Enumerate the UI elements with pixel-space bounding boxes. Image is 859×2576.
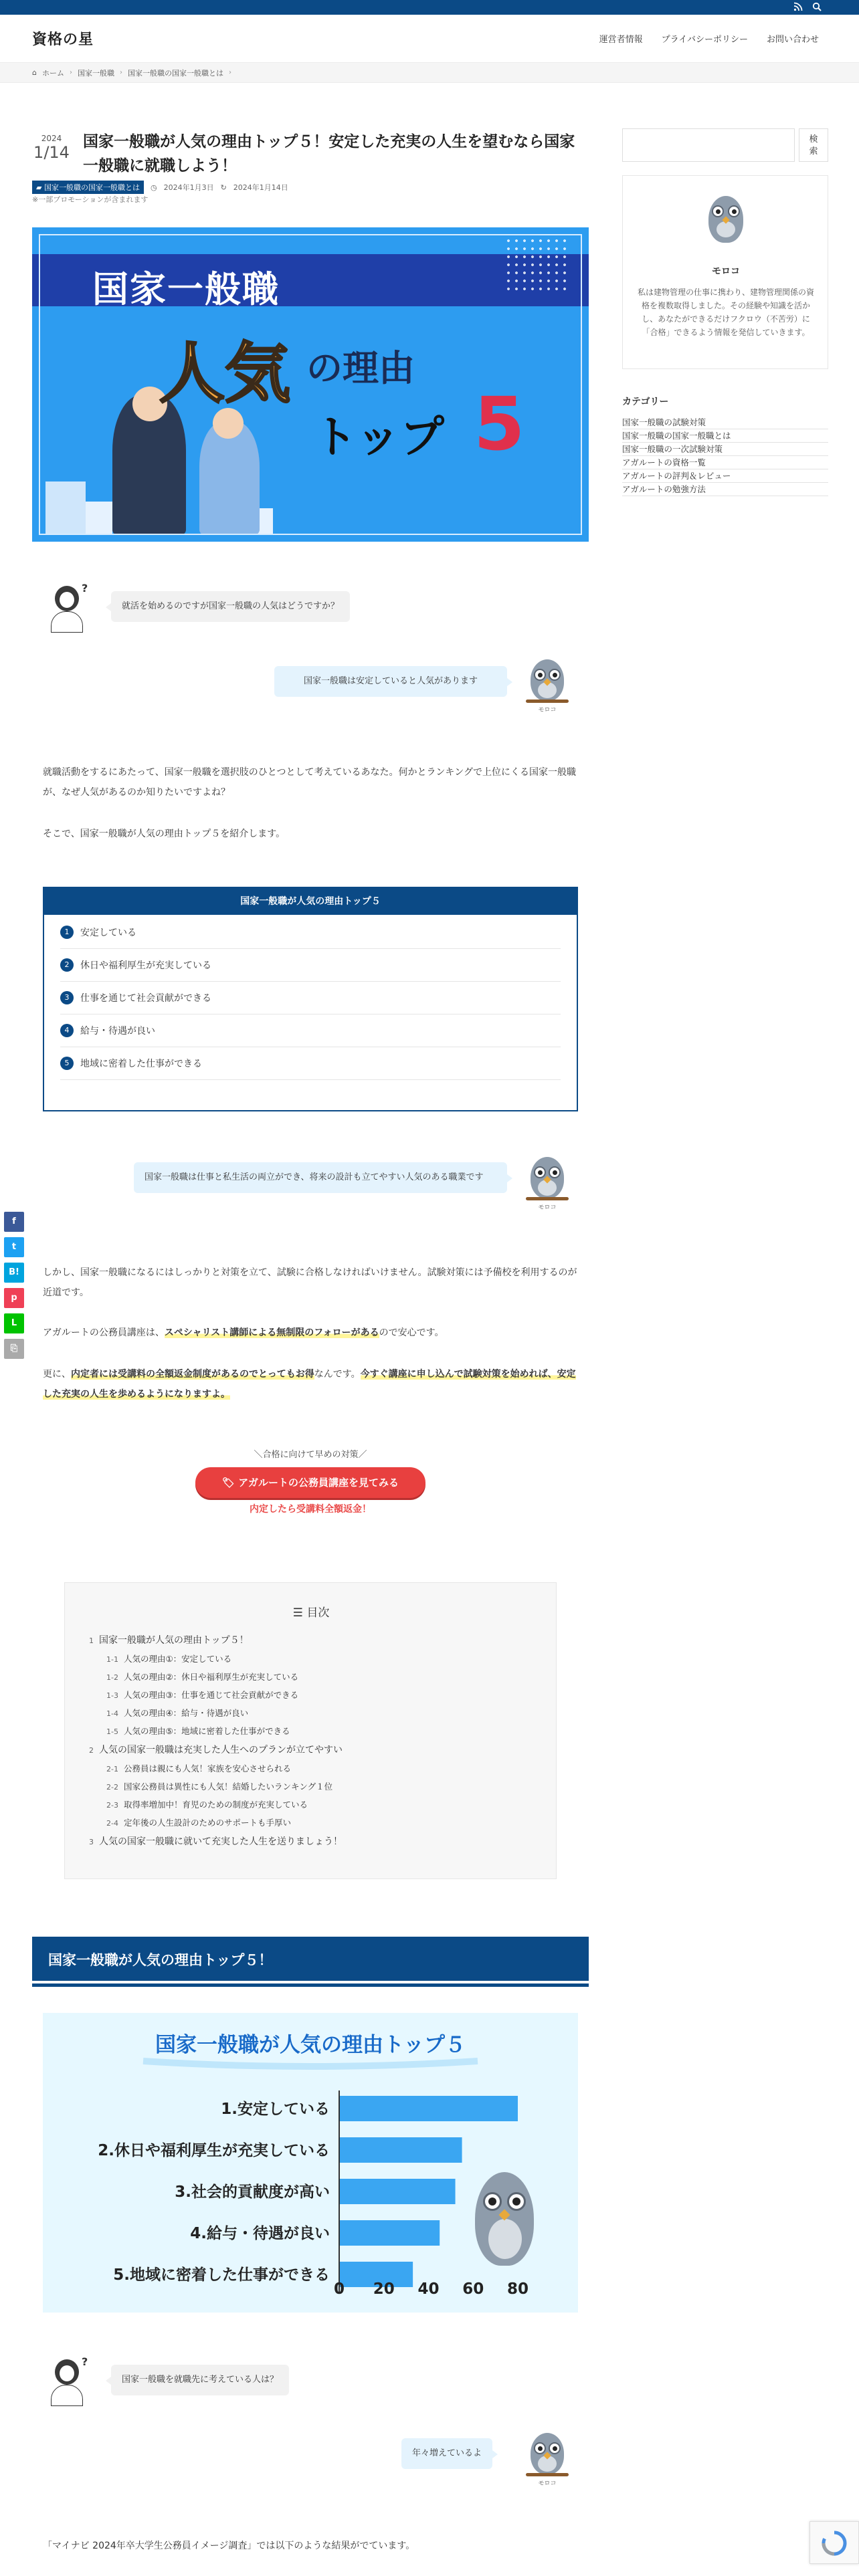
owl-eye	[549, 1166, 561, 1178]
category-link[interactable]: 国家一般職の試験対策	[622, 416, 828, 429]
post-date-year: 2024	[41, 134, 62, 143]
owl-eye	[534, 1166, 546, 1178]
speech-bubble-answer: 国家一般職は仕事と私生活の両立ができ、将来の設計も立てやすい人気のある職業です	[134, 1162, 507, 1193]
breadcrumb-separator-icon: ›	[119, 69, 122, 76]
toc-list	[89, 1631, 544, 1852]
breadcrumb-subcategory[interactable]: 国家一般職の国家一般職とは	[127, 68, 223, 78]
toc-item-number: 3	[89, 1838, 94, 1846]
toc-item[interactable]	[89, 1814, 544, 1832]
student-avatar	[43, 2354, 90, 2407]
chart-tick-label: 40	[417, 2280, 440, 2298]
list-item-label: 地域に密着した仕事ができる	[80, 1059, 202, 1069]
category-link[interactable]: アガルートの評判＆レビュー	[622, 469, 828, 483]
nav-item-privacy[interactable]: プライバシーポリシー	[661, 35, 748, 45]
facebook-share-icon[interactable]: f	[4, 1212, 24, 1232]
owl-name: モロコ	[538, 707, 557, 714]
speech-bubble-question: 就活を始めるのですが国家一般職の人気はどうですか？	[111, 591, 350, 622]
owl-mascot-illustration	[471, 2172, 538, 2272]
number-badge: 4	[60, 1024, 74, 1037]
chart-category-label: 1.安定している	[221, 2101, 330, 2118]
speech-bubble-answer: 年々増えているよ	[401, 2438, 492, 2469]
toc-item-number: 2-2	[106, 1783, 118, 1792]
owl-eye	[549, 669, 561, 681]
list-item-label: 安定している	[80, 928, 136, 938]
toc-item[interactable]	[89, 1796, 544, 1814]
chart-bar	[339, 2137, 462, 2163]
chart-category-label: 4.給与・待遇が良い	[190, 2225, 330, 2242]
toc-item-number: 2-1	[106, 1765, 118, 1774]
hero-line4: 5	[474, 381, 525, 467]
owl-pupil	[512, 2197, 520, 2206]
recaptcha-badge[interactable]	[809, 2521, 859, 2564]
toc-item[interactable]	[89, 1741, 544, 1760]
chart-tick-label: 80	[506, 2280, 529, 2298]
toc-item-label: 取得率増加中！育児のための制度が充実している	[123, 1800, 308, 1810]
list-item-label: 休日や福利厚生が充実している	[80, 960, 211, 971]
profile-description: 私は建物管理の仕事に携わり、建物管理関係の資格を複数取得しました。その経験や知識を活かし、あなたができるだけフクロウ（不苦労）に「合格」できるよう情報を発信していきます。	[638, 288, 815, 337]
toc-item-number: 1	[89, 1636, 94, 1645]
category-link[interactable]: 国家一般職の一次試験対策	[622, 443, 828, 456]
cta-button-label: アガルートの公務員講座を見てみる	[238, 1477, 399, 1489]
toc-item-label: 人気の国家一般職は充実した人生へのプランが立てやすい	[99, 1745, 343, 1755]
toc-item-label: 定年後の人生設計のためのサポートも手厚い	[123, 1818, 291, 1828]
refresh-icon: ↻	[220, 183, 227, 192]
profile-owl-avatar	[702, 196, 750, 255]
list-item	[60, 949, 561, 982]
list-item-label: 仕事を通じて社会貢献ができる	[80, 993, 211, 1004]
avatar-face	[59, 591, 75, 609]
category-link[interactable]: アガルートの勉強方法	[622, 483, 828, 496]
reasons-list	[44, 915, 577, 1080]
number-badge: 3	[60, 991, 74, 1004]
owl-eye	[549, 2442, 561, 2454]
toc-item-number: 2-4	[106, 1819, 118, 1828]
toc-item-label: 人気の理由①：安定している	[123, 1654, 232, 1664]
body-paragraph: 「マイナビ 2024年卒大学生公務員イメージ調査」では以下のような結果がでています。	[43, 2541, 415, 2551]
toc-item-label: 人気の理由③：仕事を通じて社会貢献ができる	[123, 1690, 299, 1700]
profile-name: モロコ	[712, 266, 740, 277]
toc-item[interactable]	[89, 1631, 544, 1650]
owl-name: モロコ	[538, 2480, 557, 2487]
toc-item[interactable]	[89, 1705, 544, 1723]
owl-belly	[488, 2219, 522, 2259]
twitter-share-icon[interactable]: t	[4, 1237, 24, 1257]
published-date: 2024年1月3日	[163, 183, 214, 192]
chart-category-label: 2.休日や福利厚生が充実している	[98, 2142, 330, 2159]
nav-item-contact[interactable]: お問い合わせ	[766, 35, 819, 45]
chart-title: 国家一般職が人気の理由トップ５	[155, 2033, 466, 2057]
reasons-box	[43, 887, 578, 1111]
profile-widget	[622, 175, 828, 369]
category-list	[622, 416, 828, 496]
toc-item-label: 公務員は親にも人気！家族を安心させられる	[123, 1763, 291, 1774]
question-mark-icon: ?	[82, 582, 88, 595]
toc-item[interactable]	[89, 1723, 544, 1741]
toc-item[interactable]	[89, 1760, 544, 1778]
body-paragraph: しかし、国家一般職になるにはしっかりと対策を立て、試験に合格しなければいけません。試験対策には予備校を利用するのが近道です。	[43, 1267, 577, 1298]
owl-avatar	[522, 658, 569, 712]
hero-line2b: の理由	[306, 347, 415, 389]
hero-image	[32, 227, 589, 542]
owl-eye	[728, 205, 740, 217]
title-underline	[143, 2061, 478, 2066]
post-date	[32, 134, 71, 162]
breadcrumb-separator-icon: ›	[69, 69, 72, 76]
owl-branch	[526, 700, 569, 703]
toc-item-label: 国家公務員は異性にも人気！結婚したいランキング１位	[123, 1782, 333, 1792]
owl-branch	[526, 1197, 569, 1200]
chart-bar	[339, 2220, 440, 2246]
cta-note: 内定したら受講料全額返金！	[250, 1504, 371, 1515]
chart-category-label: 3.社会的貢献度が高い	[175, 2183, 330, 2201]
rss-icon[interactable]	[793, 2, 803, 15]
article-title: 国家一般職が人気の理由トップ５！安定した充実の人生を望むなら国家一般職に就職しよう！	[83, 133, 575, 175]
hero-line3: トップ	[313, 411, 445, 463]
toc-item[interactable]	[89, 1669, 544, 1687]
toc-item-number: 1-1	[106, 1655, 118, 1664]
search-icon[interactable]	[812, 2, 822, 15]
toc-item[interactable]	[89, 1650, 544, 1669]
owl-avatar	[522, 2432, 569, 2485]
toc-item-label: 人気の国家一般職に就いて充実した人生を送りましょう！	[99, 1836, 343, 1847]
breadcrumb	[0, 63, 859, 83]
toc-item-label: 人気の理由②：休日や福利厚生が充実している	[123, 1672, 299, 1682]
post-date-md: 1/14	[33, 143, 70, 162]
speech-bubble-question: 国家一般職を就職先に考えている人は？	[111, 2365, 289, 2395]
list-item	[60, 982, 561, 1014]
top-bar	[0, 0, 859, 15]
chart-tick-label: 20	[373, 2280, 395, 2298]
toc-item-label: 人気の理由④：給与・待遇が良い	[123, 1708, 249, 1718]
global-nav	[599, 32, 819, 45]
breadcrumb-category[interactable]: 国家一般職	[77, 68, 114, 78]
category-link[interactable]: アガルートの資格一覧	[622, 456, 828, 469]
toc-item-number: 2-3	[106, 1801, 118, 1810]
folder-icon: ▰	[36, 183, 44, 192]
toc-item-label: 国家一般職が人気の理由トップ５！	[99, 1635, 249, 1646]
list-item	[60, 916, 561, 949]
category-link[interactable]: 国家一般職の国家一般職とは	[622, 429, 828, 443]
text: ので安心です。	[379, 1327, 444, 1338]
speech-bubble-answer: 国家一般職は安定していると人気があります	[274, 666, 507, 697]
pocket-share-icon[interactable]: p	[4, 1288, 24, 1308]
article-meta	[32, 181, 288, 194]
body-paragraph	[43, 1323, 578, 1343]
section-heading: 国家一般職が人気の理由トップ５！	[32, 1937, 589, 1983]
toc-item-number: 1-5	[106, 1727, 118, 1736]
cta-subtitle: ＼合格に向けて早めの対策／	[254, 1450, 367, 1460]
owl-eye	[534, 669, 546, 681]
hero-line2a: 人気	[159, 336, 291, 412]
site-header	[0, 15, 859, 63]
owl-pupil	[488, 2197, 496, 2206]
tag-icon: 🏷	[221, 1477, 239, 1489]
avatar-body	[51, 611, 83, 633]
avatar-face	[59, 2365, 75, 2382]
number-badge: 2	[60, 958, 74, 972]
category-badge-label: 国家一般職の国家一般職とは	[43, 183, 140, 192]
sidebar-search-button[interactable]	[799, 128, 828, 162]
promo-notice: ※一部プロモーションが含まれます	[32, 195, 149, 204]
toc-item[interactable]	[89, 1687, 544, 1705]
table-of-contents	[64, 1582, 557, 1879]
highlight-text: 今すぐ講座に申し込んで試験対策を始めれば、安定した充実の人生を歩めるようになりますよ。	[43, 1369, 576, 1400]
chart-bar	[339, 2179, 456, 2204]
chart-tick-label: 0	[333, 2280, 345, 2298]
list-item	[60, 1014, 561, 1047]
number-badge: 1	[60, 926, 74, 939]
owl-branch	[526, 2473, 569, 2476]
text: アガルートの公務員講座は、	[43, 1327, 165, 1338]
breadcrumb-separator-icon: ›	[228, 69, 231, 76]
text: なんです。	[314, 1369, 361, 1380]
list-icon: ☰	[292, 1606, 307, 1620]
toc-title-label: 目次	[306, 1606, 330, 1620]
line-share-icon[interactable]: L	[4, 1313, 24, 1333]
chart-tick-label: 60	[462, 2280, 484, 2298]
reasons-box-title: 国家一般職が人気の理由トップ５	[44, 888, 577, 915]
text: 更に、	[43, 1369, 71, 1380]
updated-date: 2024年1月14日	[233, 183, 288, 192]
toc-title	[65, 1603, 557, 1620]
intro-paragraph-2: そこで、国家一般職が人気の理由トップ５を紹介します。	[43, 829, 286, 839]
reasons-chart	[43, 2013, 578, 2313]
recaptcha-icon	[821, 2530, 848, 2557]
highlight-text: 内定者には受講料の全額返金制度があるのでとってもお得	[71, 1369, 314, 1380]
student-avatar	[43, 580, 90, 634]
clock-icon: ◷	[150, 183, 157, 192]
number-badge: 5	[60, 1057, 74, 1070]
toc-item-number: 1-2	[106, 1673, 118, 1682]
body-paragraph	[43, 1364, 578, 1404]
copy-share-icon[interactable]: ⎘	[4, 1339, 24, 1359]
home-icon: ⌂	[32, 68, 37, 77]
cta-button[interactable]	[195, 1467, 425, 1498]
sidebar-search-input[interactable]	[622, 128, 795, 162]
avatar-body	[51, 2385, 83, 2406]
category-badge[interactable]	[32, 181, 144, 194]
nav-item-about[interactable]: 運営者情報	[599, 35, 643, 45]
highlight-text: スペシャリスト講師による無制限のフォローがある	[164, 1327, 379, 1338]
owl-eye	[534, 2442, 546, 2454]
site-logo[interactable]: 資格の星	[32, 31, 94, 48]
toc-item-number: 1-4	[106, 1709, 118, 1718]
owl-avatar	[522, 1156, 569, 1209]
toc-item-number: 2	[89, 1746, 94, 1755]
hatena-share-icon[interactable]: B!	[4, 1263, 24, 1283]
list-item	[60, 1047, 561, 1080]
search-button-label: 検索	[809, 134, 818, 156]
intro-paragraph: 就職活動をするにあたって、国家一般職を選択肢のひとつとして考えているあなた。何かとランキングで上位にくる国家一般職が、なぜ人気があるのか知りたいですよね？	[43, 767, 577, 798]
hero-line1: 国家一般職	[92, 268, 280, 310]
breadcrumb-home[interactable]: ホーム	[41, 68, 64, 78]
toc-item-number: 1-3	[106, 1691, 118, 1700]
toc-item[interactable]	[89, 1832, 544, 1852]
question-mark-icon: ?	[82, 2355, 88, 2368]
list-item-label: 給与・待遇が良い	[80, 1026, 155, 1037]
owl-name: モロコ	[538, 1204, 557, 1211]
toc-item-label: 人気の理由⑤：地域に密着した仕事ができる	[123, 1726, 290, 1736]
category-widget-title: カテゴリー	[622, 397, 669, 407]
owl-eye	[712, 205, 724, 217]
chart-bar	[339, 2096, 518, 2121]
chart-category-label: 5.地域に密着した仕事ができる	[113, 2266, 330, 2284]
toc-item[interactable]	[89, 1778, 544, 1796]
